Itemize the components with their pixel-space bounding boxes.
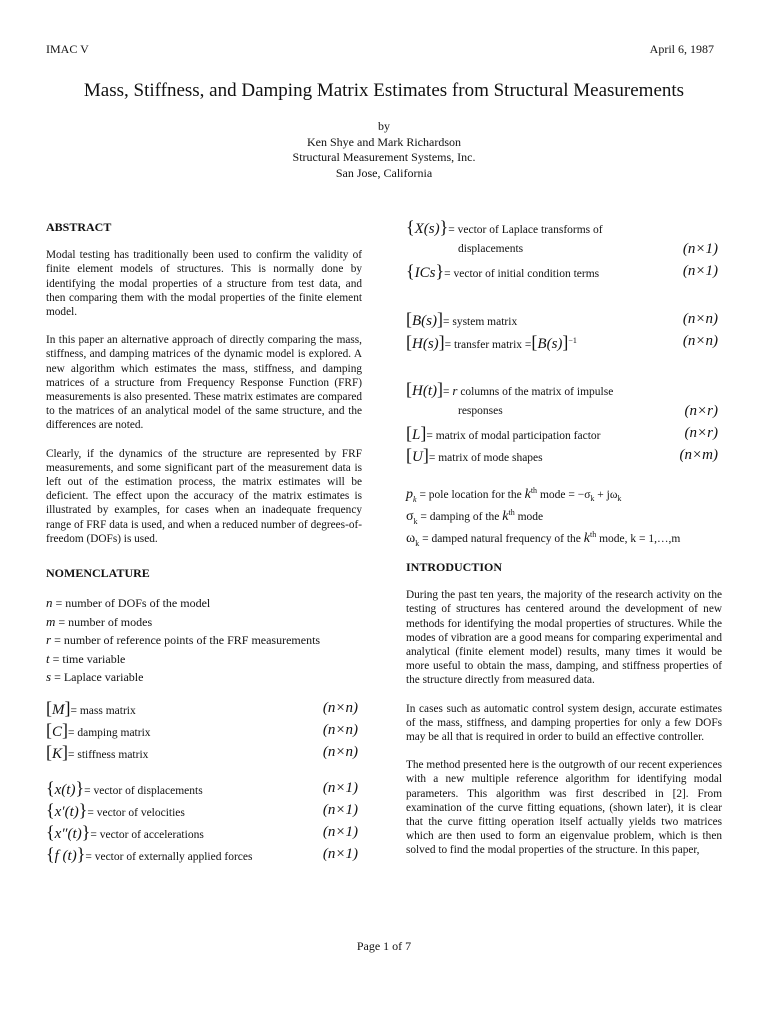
abstract-paragraph-1: Modal testing has traditionally been used to confirm the validity of finite element models of structures. This is normally done by identifying the modal properties of a structure from test data, and then comparing them with the modal properties of the finite element model. — [46, 249, 362, 319]
affiliation: Structural Measurement Systems, Inc. — [292, 150, 476, 164]
page-number: Page 1 of 7 — [356, 939, 412, 953]
nomenclature-item: {ICs}= vector of initial condition terms (n×1) — [406, 261, 718, 281]
sigma-definition: $\sigma_k$ = damping of the $k^{th}$ mode — [406, 508, 544, 526]
nomenclature-item: [L]= matrix of modal participation factor (n×r) — [406, 423, 718, 443]
nomenclature-item: n = number of DOFs of the model — [46, 595, 211, 611]
date-label: April 6, 1987 — [649, 42, 714, 56]
nomenclature-item: [U]= matrix of mode shapes (n×m) — [406, 445, 718, 465]
nomenclature-item: responses (n×r) — [458, 403, 718, 419]
authors: Ken Shye and Mark Richardson — [307, 134, 461, 149]
byline-by: by — [378, 119, 390, 133]
nomenclature-item: {x′(t)}= vector of velocities (n×1) — [46, 799, 358, 820]
nomenclature-item: displacements (n×1) — [458, 241, 718, 257]
omega-definition: $\omega_k$ = damped natural frequency of the $k^{th}$ mode, k = 1,…,m — [406, 530, 681, 548]
nomenclature-heading: NOMENCLATURE — [46, 566, 150, 581]
introduction-paragraph-2: In cases such as automatic control system design, accurate estimates of the mass, stiffness, and damping properties for only a few DOFs may be all that is required in order to build an effective controller. — [406, 702, 722, 744]
nomenclature-item: [C]= damping matrix (n×n) — [46, 719, 358, 740]
nomenclature-item: [M]= mass matrix (n×n) — [46, 697, 358, 718]
nomenclature-item: [K]= stiffness matrix (n×n) — [46, 741, 358, 762]
nomenclature-item: [H(s)]= transfer matrix $=[B(s)]^{-1}$ (n×n) — [406, 331, 718, 352]
nomenclature-item: m = number of modes — [46, 613, 153, 629]
nomenclature-item: {X(s)}= vector of Laplace transforms of — [406, 217, 603, 237]
nomenclature-item: [H(t)]= r columns of the matrix of impulse — [406, 379, 614, 399]
abstract-paragraph-2: In this paper an alternative approach of directly comparing the mass, stiffness, and damping matrices of the dynamic model is explored. A new algorithm which estimates the mass, stiffness, and damping matrices of a structure from Frequency Response Function (FRF) measurements is also presented. These matrix estimates are compared to the matrices of an analytical model of the same structure, and the differences are noted. — [46, 334, 362, 432]
paper-title: Mass, Stiffness, and Damping Matrix Estimates from Structural Measurements — [83, 80, 685, 101]
conference-label: IMAC V — [46, 42, 89, 56]
nomenclature-item: {x(t)}= vector of displacements (n×1) — [46, 777, 358, 798]
nomenclature-item: t = time variable — [46, 650, 126, 666]
nomenclature-item: r = number of reference points of the FRF measurements — [46, 632, 321, 648]
introduction-heading: INTRODUCTION — [406, 560, 503, 574]
abstract-paragraph-3: Clearly, if the dynamics of the structure are represented by FRF measurements, and some significant part of the measurement data is left out of the estimation process, the matrix estimates will be deficient. The effect upon the accuracy of the matrix estimates is illustrated by examples, for cases when an inadequate frequency range of FRF data is used, and when a reduced number of degrees-of-freedom (DOFs) is used. — [46, 447, 362, 545]
scalar-list — [46, 594, 362, 687]
nomenclature-item: s = Laplace variable — [46, 669, 144, 685]
nomenclature-item: {f (t)}= vector of externally applied forces (n×1) — [46, 843, 358, 864]
byline — [0, 119, 768, 181]
abstract-heading: ABSTRACT — [46, 220, 112, 234]
nomenclature-item: [B(s)]= system matrix (n×n) — [406, 309, 718, 329]
introduction-paragraph-1: During the past ten years, the majority of the research activity on the testing of structures has centered around the development of new methods for identifying the modal properties of structures. While the modes of vibration are a good means for comparing experimental and analytical (finite element model) results, many times it would be more useful to obtain the mass, damping, and stiffness properties of the structure directly from measured data. — [406, 589, 722, 687]
nomenclature-item: {x″(t)}= vector of accelerations (n×1) — [46, 821, 358, 842]
pole-definition: $p_k$ = pole location for the $k^{th}$ mode = $-\sigma_k + j\omega_k$ — [406, 486, 622, 504]
vector-list — [46, 777, 362, 869]
location: San Jose, California — [335, 165, 433, 180]
matrix-list — [46, 697, 362, 767]
introduction-paragraph-3: The method presented here is the outgrowth of our recent experiences with a new multiple reference algorithm for identifying modal parameters. This algorithm was first described in [2]. From examination of the curve fitting equations, (shown later), it is clear that the curve fitting operation itself actually yields two matrices which are then used to form an eigenvalue problem, which is then solved to find the modal properties of the structure. In this paper, — [406, 759, 722, 857]
left-column — [46, 220, 362, 869]
right-column — [406, 217, 722, 872]
